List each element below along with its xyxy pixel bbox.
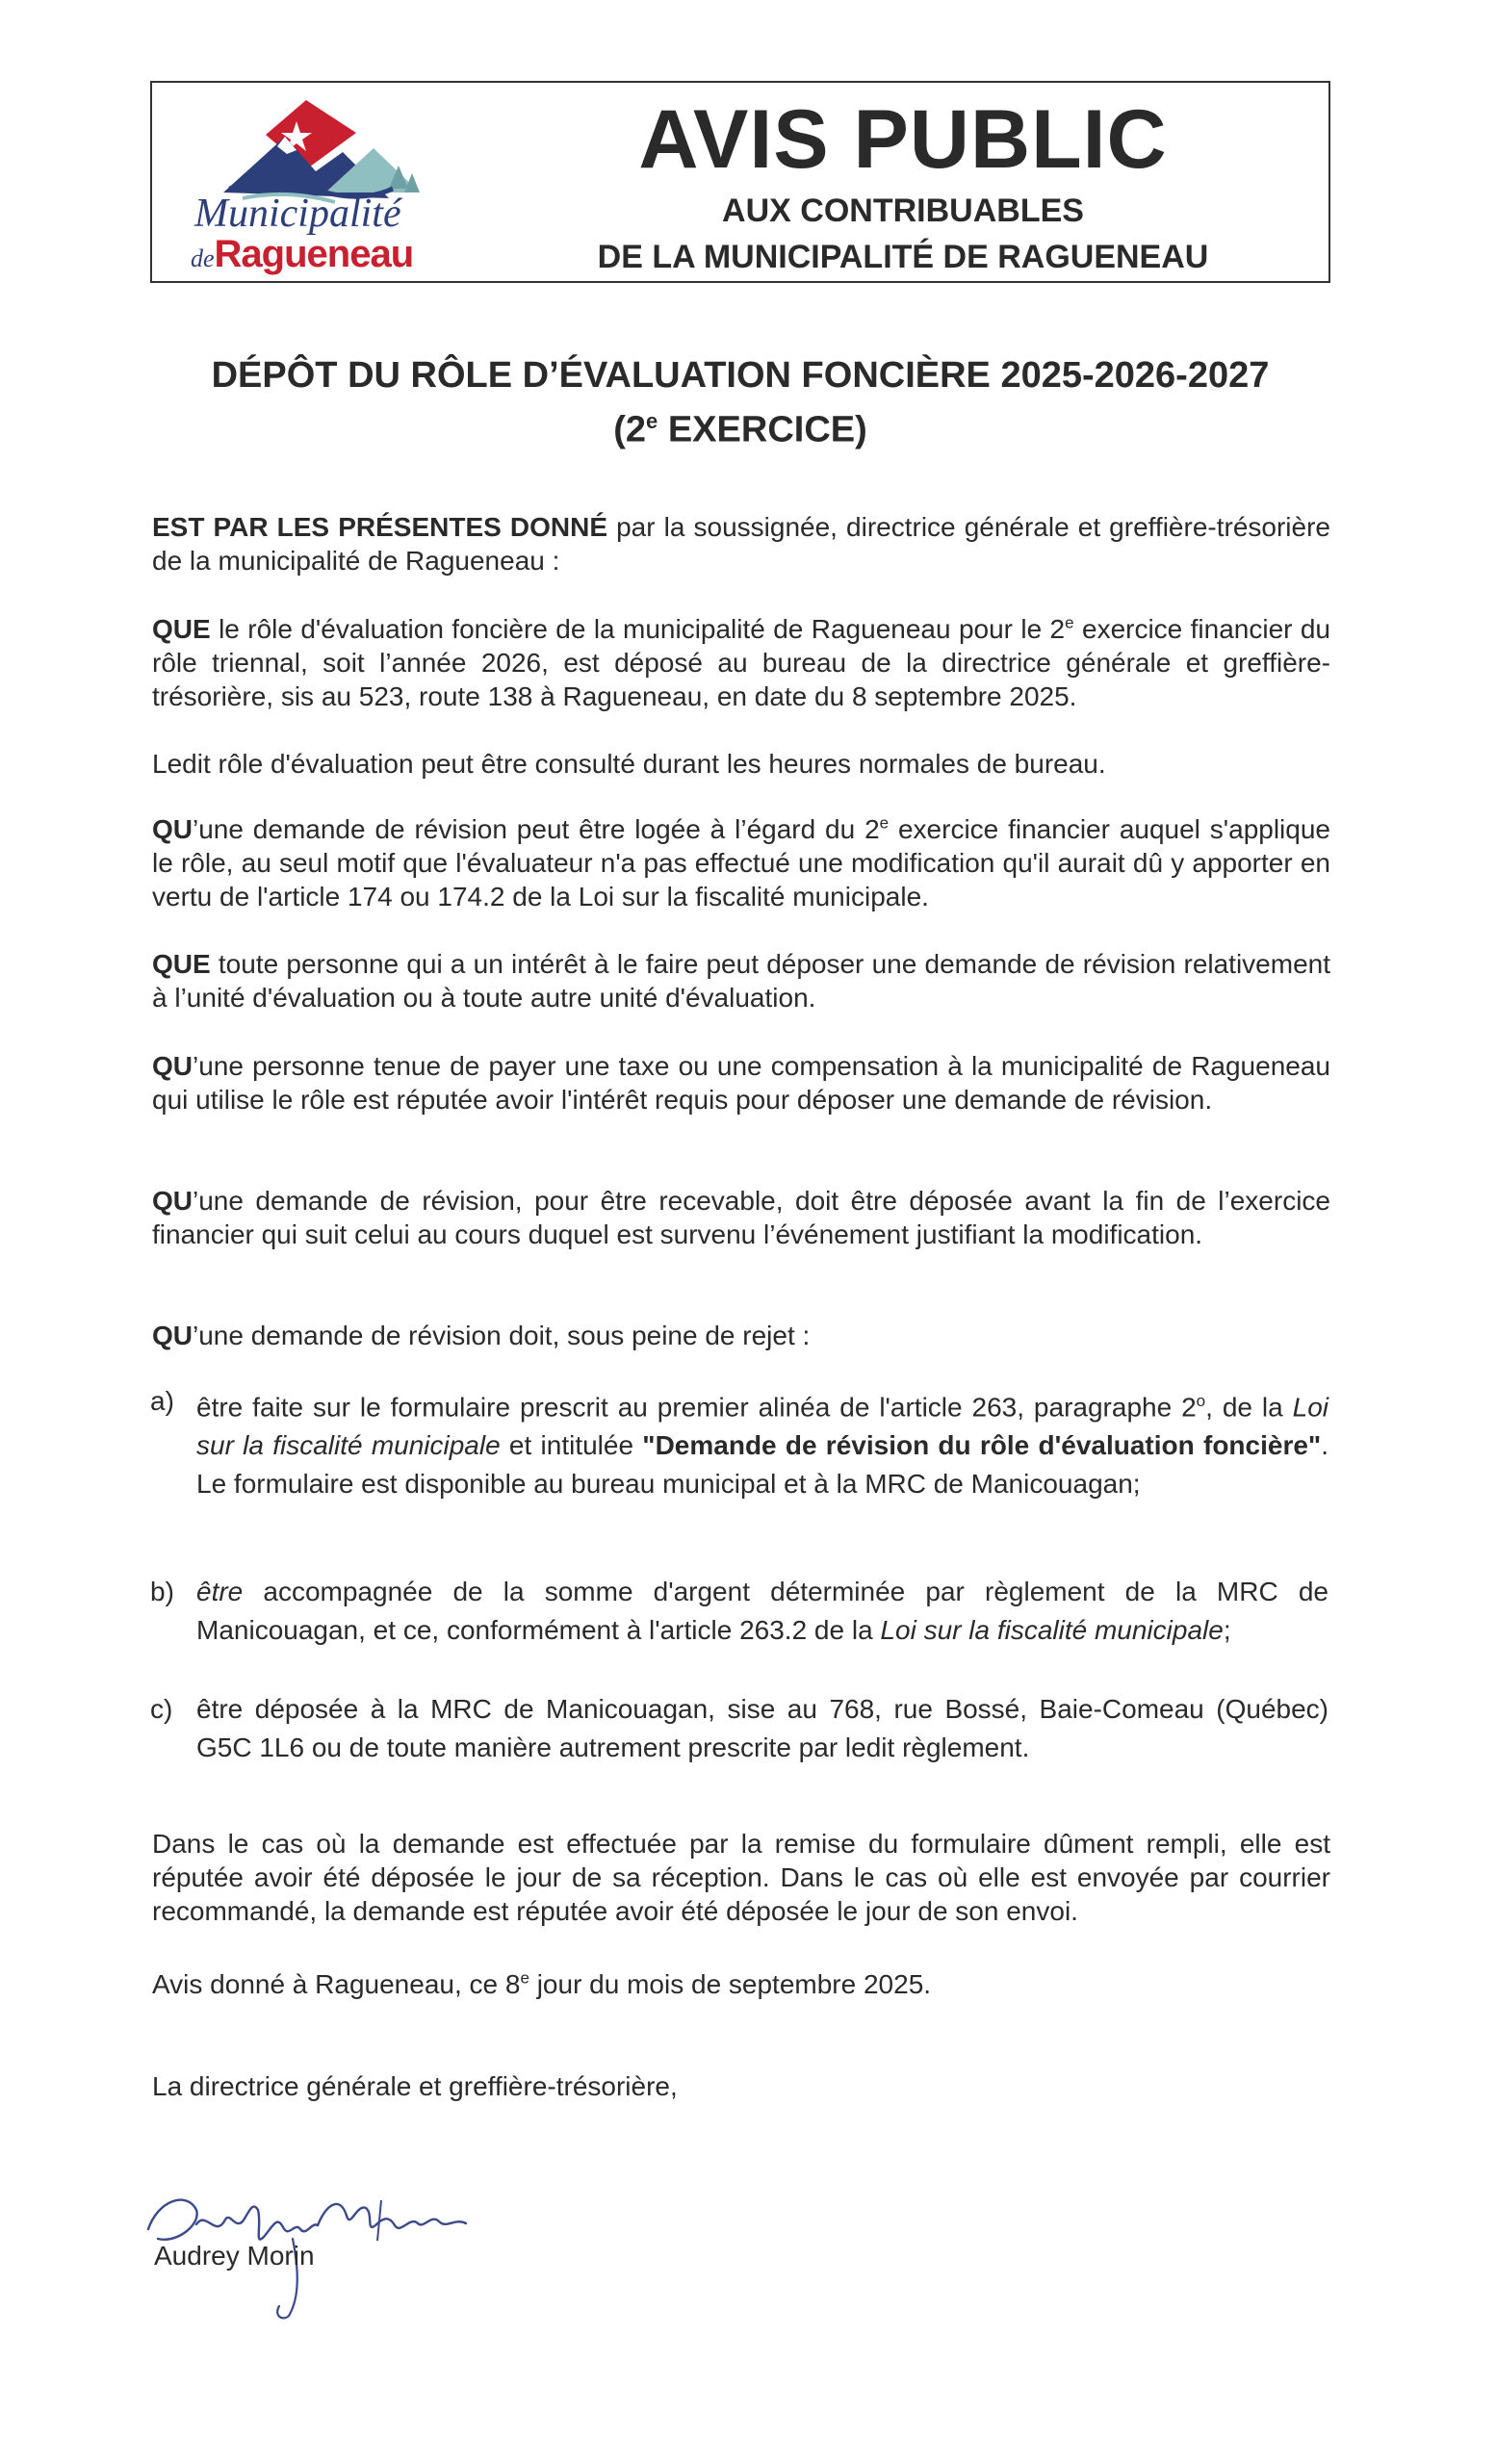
a-text3: et intitulée — [500, 1430, 643, 1461]
paragraph-que-role — [152, 612, 1330, 713]
logo-word-de: de — [191, 244, 215, 272]
title-line2-sup: e — [646, 409, 658, 433]
header-subtitle-2: DE LA MUNICIPALITÉ DE RAGUENEAU — [597, 239, 1209, 275]
p10-sup: e — [520, 1968, 529, 1988]
intro-bold: EST PAR LES PRÉSENTES DONNÉ — [152, 512, 607, 542]
list-item-c — [150, 1690, 1330, 1777]
paragraph-toute-personne — [152, 947, 1330, 1014]
intro-text: par la soussignée, directrice générale et greffière-trésorière de la municipalité de Ragueneau : — [152, 512, 1330, 576]
logo-word-ragueneau-wrap — [191, 233, 413, 276]
p4-sup: e — [879, 813, 890, 833]
p2-text1: le rôle d'évaluation foncière de la municipalité de Ragueneau pour le 2 — [210, 614, 1066, 644]
p2-text2: exercice financier du rôle triennal, soit l’année 2026, est déposé au bureau de la directrice générale et greffière-trésorière, sis au 523, route 138 à Ragueneau, en date du 8 septembre 2025. — [152, 614, 1331, 711]
header-title: AVIS PUBLIC — [638, 93, 1168, 186]
list-item-b — [150, 1573, 1330, 1659]
list-text-a — [196, 1382, 1328, 1503]
p9-text: Dans le cas où la demande est effectuée par la remise du formulaire dûment rempli, elle est réputée avoir été déposée le jour de sa réception. Dans le cas où elle est envoyée par courrier recommandé, la demande est réputée avoir été déposée le jour de son envoi. — [152, 1829, 1330, 1926]
p5-bold: QUE — [152, 949, 211, 979]
signer-name: Audrey Morin — [154, 2241, 315, 2271]
paragraph-sous-peine — [152, 1319, 1330, 1352]
paragraph-intro — [152, 510, 1330, 578]
p4-bold: QU — [152, 814, 193, 844]
a-sup: o — [1196, 1392, 1206, 1410]
p10-text1: Avis donné à Ragueneau, ce 8 — [152, 1969, 521, 1999]
b-italic2: Loi sur la fiscalité municipale — [880, 1615, 1224, 1645]
paragraph-consultation — [152, 747, 1330, 781]
b-italic1: être — [196, 1577, 244, 1606]
b-text1: accompagnée de la somme d'argent déterminée par règlement de la MRC de Manicouagan, et ce, conformément à l'article 263.2 de la — [196, 1577, 1328, 1645]
p10-text2: jour du mois de septembre 2025. — [529, 1969, 932, 1999]
list-item-a — [150, 1382, 1330, 1546]
municipality-logo — [171, 92, 431, 275]
list-text-c: être déposée à la MRC de Manicouagan, sise au 768, rue Bossé, Baie-Comeau (Québec) G5C 1L6 ou de toute manière autrement prescrite par ledit règlement. — [196, 1694, 1328, 1762]
p8-text: ’une demande de révision doit, sous peine de rejet : — [193, 1321, 811, 1350]
paragraph-recevable — [152, 1184, 1330, 1251]
logo-word-municipalite: Municipalité — [194, 192, 401, 236]
a-italic: Loi sur la fiscalité municipale — [196, 1392, 1328, 1461]
p5-text: toute personne qui a un intérêt à le faire peut déposer une demande de révision relativement à l’unité d'évaluation ou à toute autre unité d'évaluation. — [152, 949, 1330, 1013]
document-title — [150, 352, 1330, 453]
a-text1: être faite sur le formulaire prescrit au premier alinéa de l'article 263, paragraphe 2 — [196, 1392, 1197, 1423]
list-marker-a: a) — [150, 1386, 174, 1416]
paragraph-signataire-titre — [152, 2069, 1330, 2103]
p7-bold: QU — [152, 1186, 193, 1216]
paragraph-remise-formulaire — [152, 1827, 1330, 1928]
p7-text: ’une demande de révision, pour être recevable, doit être déposée avant la fin de l’exercice financier qui suit celui au cours duquel est survenu l’événement justifiant la modification. — [152, 1186, 1330, 1249]
p11-text: La directrice générale et greffière-trésorière, — [152, 2071, 678, 2101]
p8-bold: QU — [152, 1321, 193, 1350]
logo-word-ragueneau: Ragueneau — [214, 233, 414, 275]
p6-text: ’une personne tenue de payer une taxe ou une compensation à la municipalité de Ragueneau qui utilise le rôle est réputée avoir l'intérêt requis pour déposer une demande de révision. — [152, 1051, 1330, 1115]
p2-bold: QUE — [152, 614, 211, 644]
list-marker-b: b) — [150, 1577, 174, 1606]
p4-text2: exercice financier auquel s'applique le rôle, au seul motif que l'évaluateur n'a pas effectué une modification qu'il aurait dû y apporter en vertu de l'article 174 ou 174.2 de la Loi sur la fiscalité municipale. — [152, 814, 1330, 911]
p2-sup: e — [1065, 613, 1074, 632]
paragraph-personne-tenue — [152, 1049, 1330, 1116]
document-title-line1: DÉPÔT DU RÔLE D’ÉVALUATION FONCIÈRE 2025-2026-2027 — [211, 355, 1270, 396]
p4-text1: ’une demande de révision peut être logée à l’égard du 2 — [193, 814, 880, 844]
list-marker-c: c) — [150, 1694, 173, 1724]
title-line2-post: EXERCICE) — [658, 409, 867, 450]
p3-text: Ledit rôle d'évaluation peut être consulté durant les heures normales de bureau. — [152, 749, 1106, 779]
header-subtitle-1: AUX CONTRIBUABLES — [722, 192, 1084, 229]
header-box — [150, 81, 1330, 283]
handwritten-signature — [129, 2133, 476, 2325]
p6-bold: QU — [152, 1051, 193, 1081]
list-text-b — [196, 1573, 1328, 1650]
a-bold: "Demande de révision du rôle d'évaluation foncière" — [642, 1430, 1322, 1461]
paragraph-demande-revision — [152, 812, 1330, 913]
paragraph-avis-donne — [152, 1967, 1330, 2001]
a-text2: , de la — [1205, 1392, 1293, 1423]
document-title-line2 — [150, 398, 1330, 453]
b-text2: ; — [1223, 1615, 1231, 1645]
title-line2-pre: (2 — [613, 409, 647, 450]
a-text4: . Le formulaire est disponible au bureau municipal et à la MRC de Manicouagan; — [196, 1430, 1328, 1500]
